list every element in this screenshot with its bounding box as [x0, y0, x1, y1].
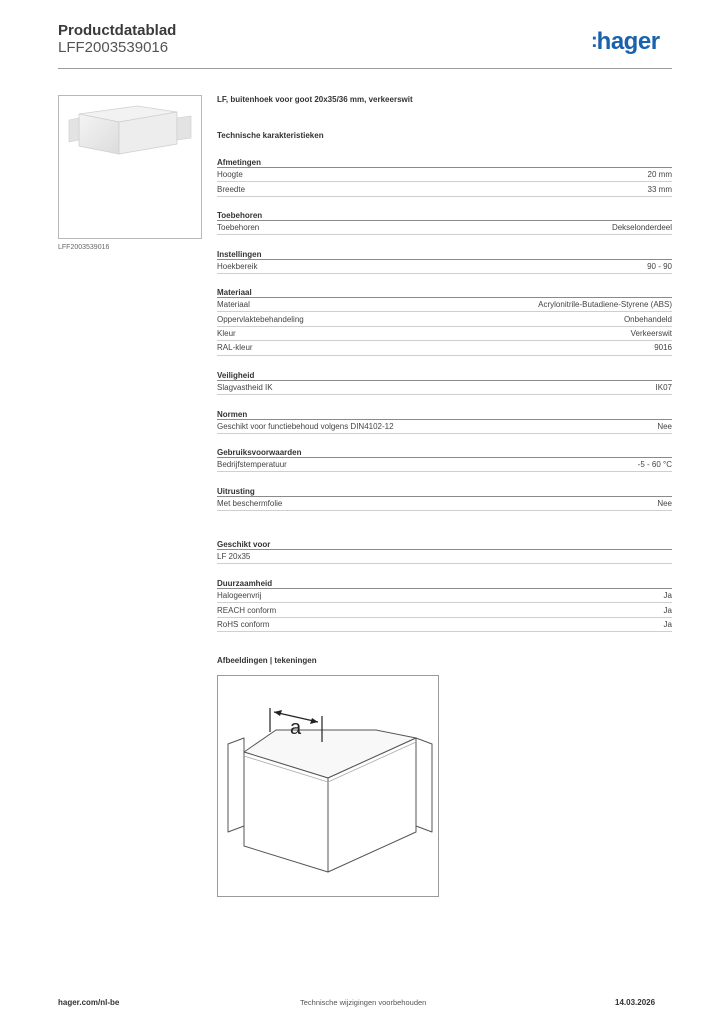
spec-value: Dekselonderdeel — [611, 223, 672, 233]
section-title: Gebruiksvoorwaarden — [217, 447, 672, 458]
spec-value: -5 - 60 °C — [637, 460, 672, 470]
section-duurzaamheid — [217, 578, 672, 632]
spec-label: Met beschermfolie — [217, 499, 283, 509]
spec-row — [217, 182, 672, 196]
spec-label: Breedte — [217, 184, 246, 194]
spec-label: Oppervlaktebehandeling — [217, 314, 304, 324]
header-divider — [58, 68, 672, 69]
section-title: Geschikt voor — [217, 539, 672, 550]
spec-label: LF 20x35 — [217, 552, 251, 562]
spec-row — [217, 327, 672, 341]
section-afmetingen — [217, 157, 672, 197]
spec-row — [217, 420, 672, 434]
corner-drawing-svg — [218, 676, 438, 896]
spec-value: 9016 — [654, 343, 672, 353]
section-title: Toebehoren — [217, 210, 672, 221]
dimension-label: a — [290, 717, 302, 739]
product-code: LFF2003539016 — [58, 39, 169, 56]
section-title: Afmetingen — [217, 157, 672, 168]
spec-row — [217, 550, 672, 564]
spec-label: Materiaal — [217, 300, 250, 310]
spec-row — [217, 221, 672, 235]
spec-row — [217, 589, 672, 603]
spec-label: REACH conform — [217, 605, 277, 615]
spec-value: Verkeerswit — [630, 328, 672, 338]
spec-value: Nee — [657, 499, 672, 509]
spec-value: 20 mm — [647, 170, 672, 180]
spec-label: RAL-kleur — [217, 343, 253, 353]
spec-value: Acrylonitrile-Butadiene-Styrene (ABS) — [538, 300, 672, 310]
spec-row — [217, 381, 672, 395]
section-normen — [217, 409, 672, 434]
spec-label: Geschikt voor functiebehoud volgens DIN4102-12 — [217, 422, 394, 432]
section-title: Duurzaamheid — [217, 578, 672, 589]
product-thumbnail — [58, 95, 202, 239]
section-veiligheid — [217, 370, 672, 395]
spec-label: Hoogte — [217, 170, 243, 180]
section-gebruiksvoorwaarden — [217, 447, 672, 472]
product-title: LF, buitenhoek voor goot 20x35/36 mm, verkeerswit — [217, 95, 413, 104]
section-uitrusting — [217, 486, 672, 511]
footer-website[interactable]: hager.com/nl-be — [58, 998, 120, 1007]
spec-label: Hoekbereik — [217, 262, 258, 272]
spec-value: IK07 — [655, 383, 672, 393]
spec-row — [217, 603, 672, 617]
section-materiaal — [217, 287, 672, 356]
footer-disclaimer: Technische wijzigingen voorbehouden — [300, 998, 427, 1007]
spec-label: Halogeenvrij — [217, 591, 262, 601]
spec-value: Nee — [657, 422, 672, 432]
page-title: Productdatablad — [58, 22, 177, 39]
footer-date: 14.03.2026 — [615, 998, 656, 1007]
hager-logo: :hager — [591, 28, 660, 55]
technical-drawing — [217, 675, 439, 897]
spec-row — [217, 312, 672, 326]
section-title: Instellingen — [217, 249, 672, 260]
spec-value: Ja — [663, 619, 672, 629]
tech-heading: Technische karakteristieken — [217, 131, 324, 140]
section-title: Normen — [217, 409, 672, 420]
section-toebehoren — [217, 210, 672, 235]
spec-row — [217, 497, 672, 511]
section-title: Veiligheid — [217, 370, 672, 381]
spec-label: RoHS conform — [217, 619, 270, 629]
spec-row — [217, 298, 672, 312]
section-title: Uitrusting — [217, 486, 672, 497]
spec-row — [217, 168, 672, 182]
spec-row — [217, 458, 672, 472]
spec-label: Slagvastheid IK — [217, 383, 273, 393]
section-title: Materiaal — [217, 287, 672, 298]
spec-label: Kleur — [217, 328, 236, 338]
spec-row — [217, 260, 672, 274]
spec-value: Onbehandeld — [623, 314, 672, 324]
section-instellingen — [217, 249, 672, 274]
spec-label: Toebehoren — [217, 223, 260, 233]
thumbnail-caption: LFF2003539016 — [58, 244, 110, 251]
drawings-heading: Afbeeldingen | tekeningen — [217, 656, 317, 665]
spec-row — [217, 341, 672, 355]
spec-value: 33 mm — [647, 184, 672, 194]
spec-row — [217, 618, 672, 632]
spec-value: Ja — [663, 605, 672, 615]
spec-value: Ja — [663, 591, 672, 601]
corner-piece-photo — [59, 96, 201, 238]
spec-value: 90 - 90 — [647, 262, 672, 272]
spec-label: Bedrijfstemperatuur — [217, 460, 287, 470]
section-geschikt-voor — [217, 539, 672, 564]
